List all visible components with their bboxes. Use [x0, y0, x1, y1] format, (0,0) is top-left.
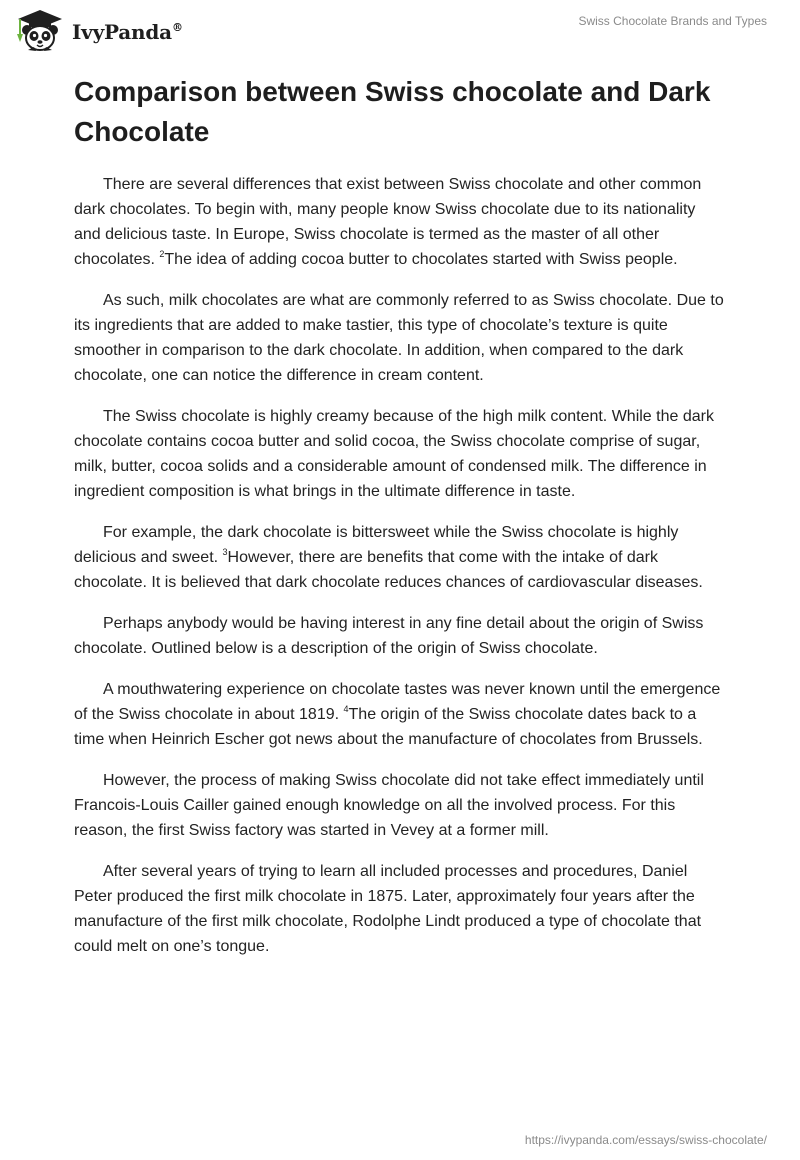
- paragraph-3: The Swiss chocolate is highly creamy because of the high milk content. While the dark chocolate contains cocoa butter and solid cocoa, the Swiss chocolate comprise of sugar, milk, butter, cocoa solids and a considerable amount of condensed milk. The difference in ingredient composition is what brings in the ultimate difference in taste.: [74, 408, 714, 500]
- paragraph-8: After several years of trying to learn all included processes and procedures, Daniel Peter produced the first milk chocolate in 1875. Later, approximately four years after the manufacture of the first milk chocolate, Rodolphe Lindt produced a type of chocolate that could melt on one’s tongue.: [74, 863, 702, 955]
- source-url-link[interactable]: https://ivypanda.com/essays/swiss-chocolate/: [524, 1133, 767, 1147]
- article-body: [74, 172, 724, 975]
- ivypanda-logo[interactable]: [14, 8, 183, 52]
- page-title: Comparison between Swiss chocolate and Dark Chocolate: [74, 76, 711, 147]
- paragraph-1: There are several differences that exist between Swiss chocolate and other common dark chocolates. To begin with, many people know Swiss chocolate due to its nationality and delicious taste. In Europe, Swiss chocolate is termed as the master of all other chocolates. $^2$The idea of adding cocoa butter to chocolates started with Swiss people.: [74, 176, 702, 268]
- logo-wordmark: IvyPanda®: [72, 20, 183, 44]
- footnote-ref[interactable]: 4: [343, 704, 349, 714]
- paragraph-5: Perhaps anybody would be having interest in any fine detail about the origin of Swiss chocolate. Outlined below is a description of the origin of Swiss chocolate.: [74, 615, 704, 657]
- footnote-ref[interactable]: 2: [159, 249, 165, 259]
- paragraph-6: A mouthwatering experience on chocolate tastes was never known until the emergence of the Swiss chocolate in about 1819. $^4$The origin of the Swiss chocolate dates back to a time when Heinrich Escher got news about the manufacture of chocolates from Brussels.: [74, 681, 721, 748]
- header-caption: Swiss Chocolate Brands and Types: [578, 14, 767, 28]
- paragraph-7: However, the process of making Swiss chocolate did not take effect immediately until Francois-Louis Cailler gained enough knowledge on all the involved process. For this reason, the first Swiss factory was started in Vevey at a former mill.: [74, 772, 704, 839]
- footnote-ref[interactable]: 3: [222, 547, 228, 557]
- panda-graduate-icon: [14, 8, 66, 52]
- paragraph-2: As such, milk chocolates are what are commonly referred to as Swiss chocolate. Due to its ingredients that are added to make tastier, this type of chocolate’s texture is quite smoother in comparison to the dark chocolate. In addition, when compared to the dark chocolate, one can notice the difference in cream content.: [74, 292, 724, 384]
- page-header: [0, 0, 800, 60]
- paragraph-4: For example, the dark chocolate is bittersweet while the Swiss chocolate is highly delicious and sweet. $^3$However, there are benefits that come with the intake of dark chocolate. It is believed that dark chocolate reduces chances of cardiovascular diseases.: [74, 524, 703, 591]
